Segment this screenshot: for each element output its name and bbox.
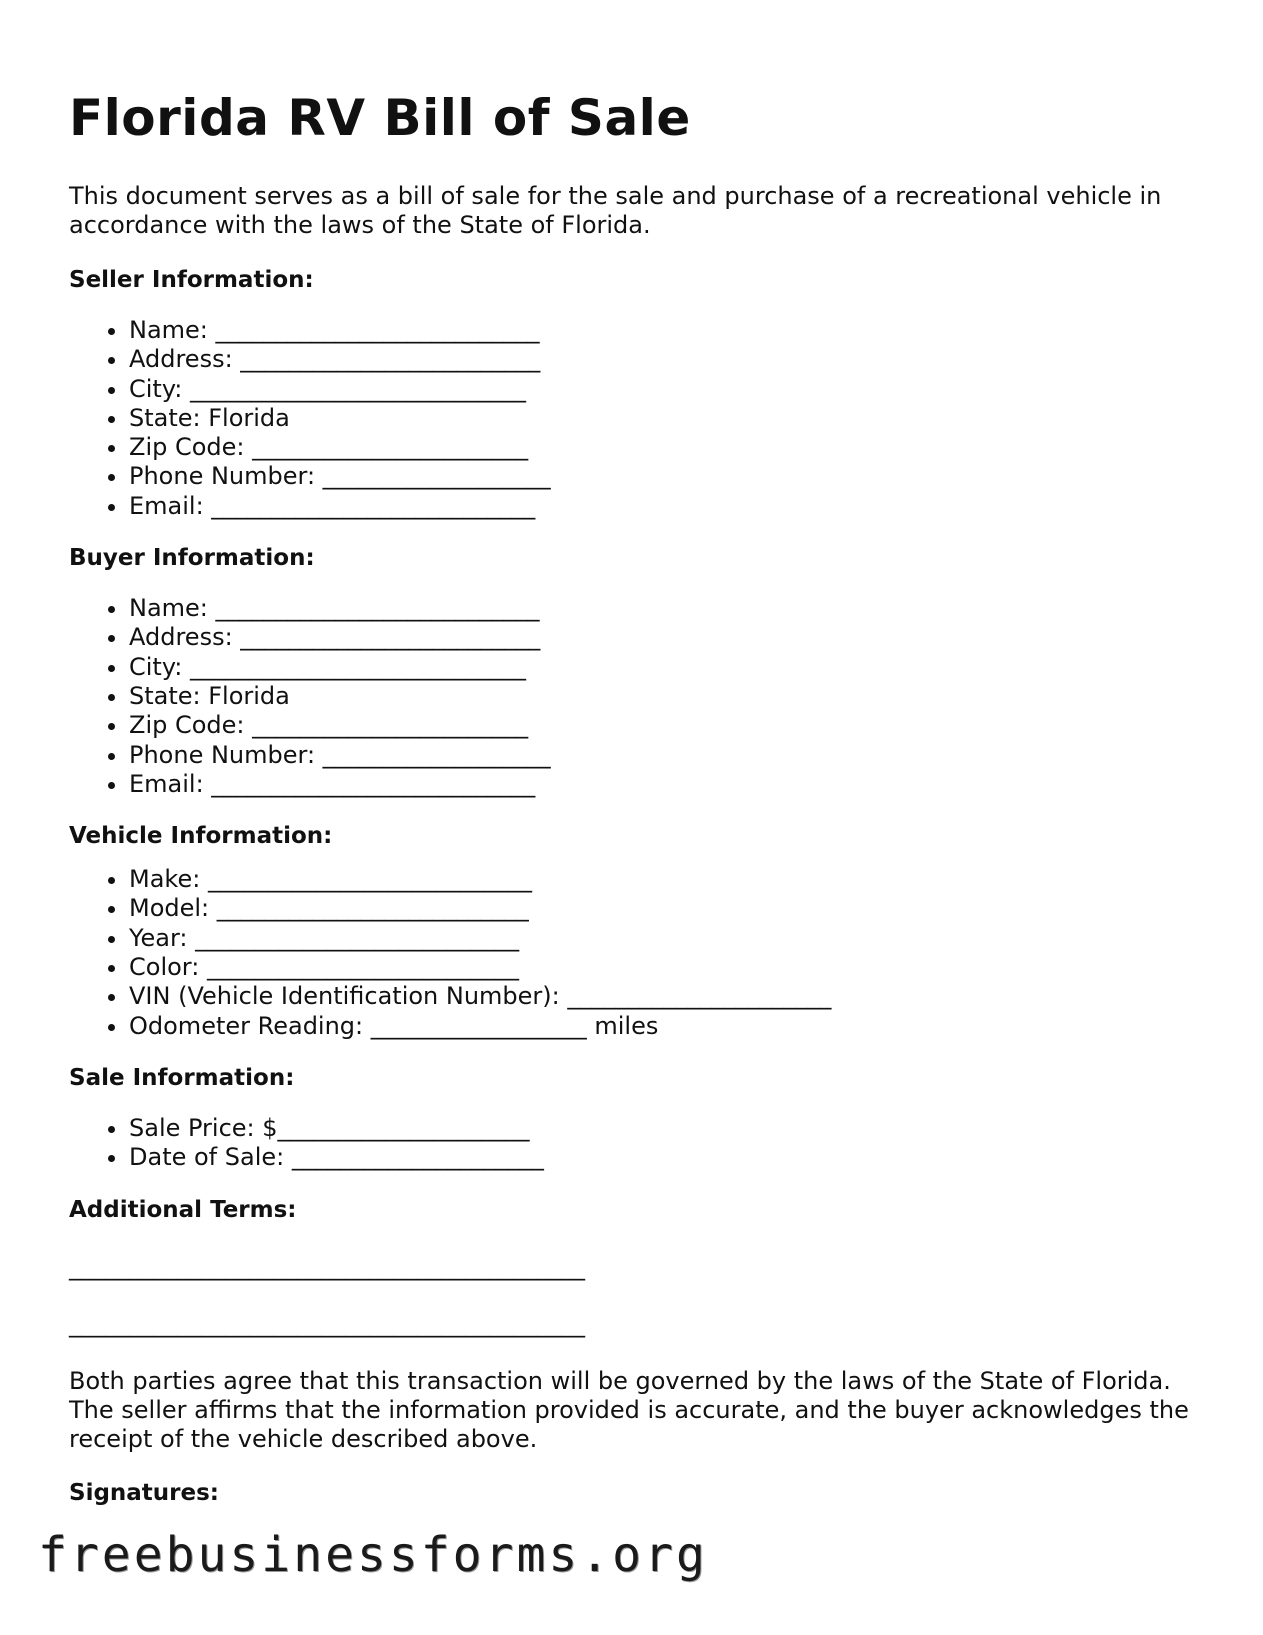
buyer-zip-field: • Zip Code: _______________________: [129, 711, 1199, 740]
watermark-text: freebusinessforms.org: [38, 1527, 708, 1583]
sale-date-field: • Date of Sale: _____________________: [129, 1143, 1199, 1172]
closing-paragraph: Both parties agree that this transaction will be governed by the laws of the State of Florida. The seller affirms that the information provided is accurate, and the buyer acknowledges the receipt of the vehicle described above.: [69, 1366, 1189, 1453]
additional-terms-line: ___________________________________________: [69, 1309, 585, 1338]
seller-zip-field: • Zip Code: _______________________: [129, 433, 1199, 462]
signatures-heading: Signatures:: [69, 1479, 220, 1506]
seller-phone-field: • Phone Number: ___________________: [129, 462, 1199, 491]
buyer-list: [69, 594, 1199, 799]
sale-heading: Sale Information:: [69, 1064, 295, 1091]
vehicle-make-field: • Make: ___________________________: [129, 865, 1199, 894]
additional-terms-heading: Additional Terms:: [69, 1196, 297, 1223]
vehicle-model-field: • Model: __________________________: [129, 894, 1199, 923]
seller-email-field: • Email: ___________________________: [129, 492, 1199, 521]
seller-list: [69, 316, 1199, 521]
seller-name-field: • Name: ___________________________: [129, 316, 1199, 345]
additional-terms-line: ___________________________________________: [69, 1252, 585, 1281]
seller-heading: Seller Information:: [69, 267, 314, 293]
seller-address-field: • Address: _________________________: [129, 345, 1199, 374]
buyer-name-field: • Name: ___________________________: [129, 594, 1199, 623]
sale-price-field: • Sale Price: $_____________________: [129, 1114, 1199, 1143]
vehicle-odometer-field: • Odometer Reading: __________________ miles: [129, 1012, 1199, 1041]
sale-list: [69, 1114, 1199, 1173]
vehicle-color-field: • Color: __________________________: [129, 953, 1199, 982]
buyer-phone-field: • Phone Number: ___________________: [129, 741, 1199, 770]
vehicle-vin-field: • VIN (Vehicle Identification Number): ______________________: [129, 982, 1199, 1011]
buyer-city-field: • City: ____________________________: [129, 653, 1199, 682]
document-title: Florida RV Bill of Sale: [69, 89, 691, 147]
additional-terms-lines: [69, 1253, 1199, 1339]
seller-state-field: • State: Florida: [129, 404, 1199, 433]
document-page: [69, 84, 1199, 1508]
buyer-state-field: • State: Florida: [129, 682, 1199, 711]
vehicle-year-field: • Year: ___________________________: [129, 924, 1199, 953]
vehicle-heading: Vehicle Information:: [69, 823, 333, 850]
buyer-email-field: • Email: ___________________________: [129, 770, 1199, 799]
vehicle-list: [69, 865, 1199, 1041]
intro-paragraph: This document serves as a bill of sale for the sale and purchase of a recreational vehicle in accordance with the laws of the State of Florida.: [69, 182, 1162, 239]
buyer-address-field: • Address: _________________________: [129, 623, 1199, 652]
buyer-heading: Buyer Information:: [69, 545, 315, 572]
seller-city-field: • City: ____________________________: [129, 375, 1199, 404]
